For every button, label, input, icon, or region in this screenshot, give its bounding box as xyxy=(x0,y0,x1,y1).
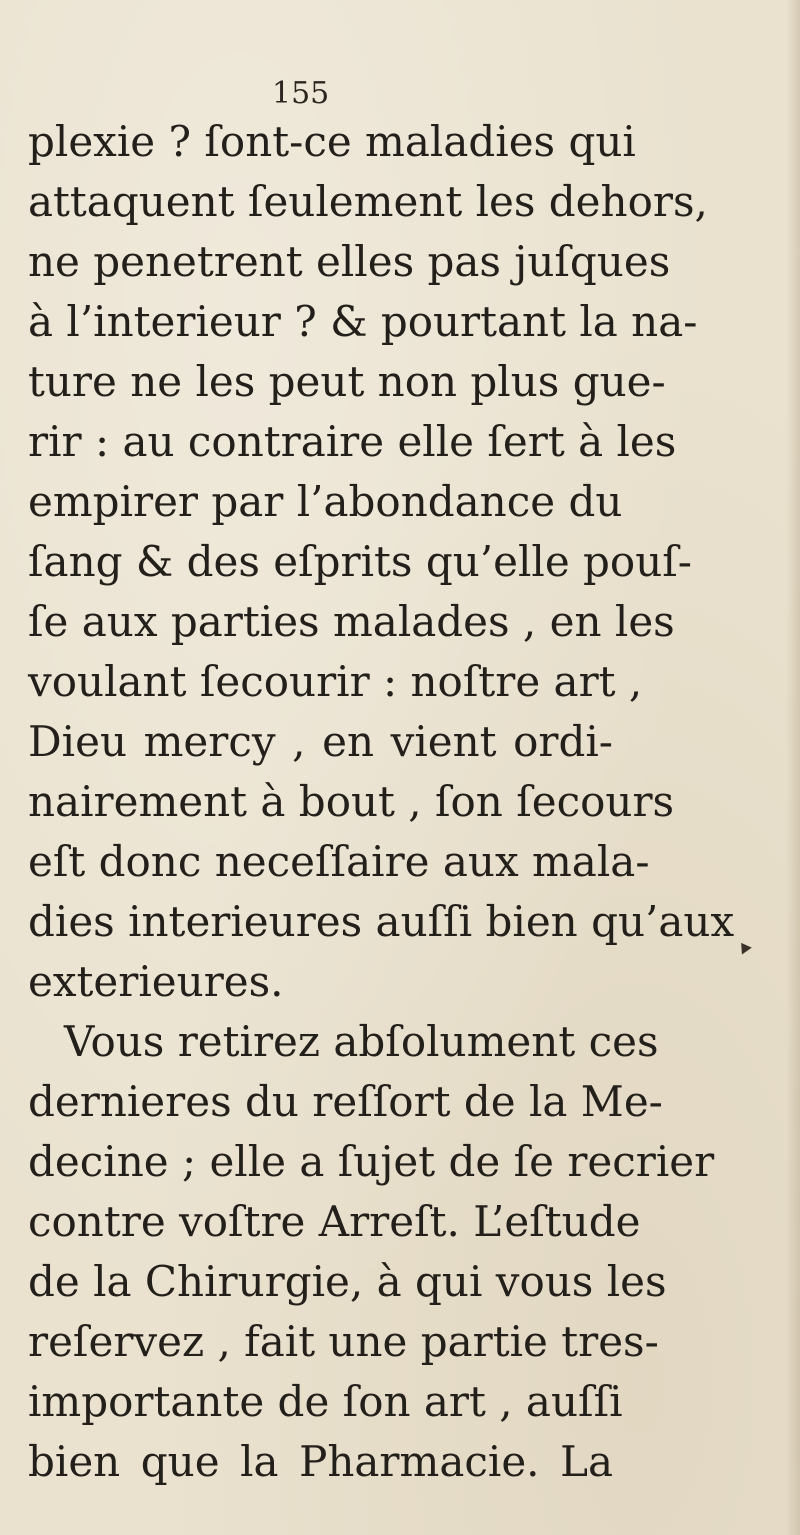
text-line: bien que la Pharmacie. La xyxy=(28,1437,613,1486)
text-line: ture ne les peut non plus gue- xyxy=(28,357,666,406)
text-line: nairement à bout , ſon ſecours xyxy=(28,777,675,826)
text-line: contre voſtre Arreſt. L’eſtude xyxy=(28,1197,641,1246)
text-line: rir : au contraire elle ſert à les xyxy=(28,417,677,466)
text-line: eſt donc neceſſaire aux mala- xyxy=(28,837,650,886)
body-text xyxy=(28,112,735,1492)
text-line: dies interieures auſſi bien qu’aux xyxy=(28,897,735,946)
text-line: ſang & des eſprits qu’elle pouſ- xyxy=(28,537,693,586)
text-line: Dieu mercy , en vient ordi- xyxy=(28,717,613,766)
text-line: voulant ſecourir : noſtre art , xyxy=(28,657,643,706)
page-edge-shadow xyxy=(786,0,800,1535)
text-line: exterieures. xyxy=(28,957,284,1006)
ink-mark xyxy=(736,939,752,954)
text-line: de la Chirurgie, à qui vous les xyxy=(28,1257,667,1306)
text-line: dernieres du reſſort de la Me- xyxy=(28,1077,663,1126)
page-number: 155 xyxy=(272,76,330,111)
text-line: ne penetrent elles pas juſques xyxy=(28,237,671,286)
paragraph-first-line: Vous retirez abſolument ces xyxy=(64,1017,659,1066)
text-line: à l’interieur ? & pourtant la na- xyxy=(28,297,698,346)
text-line: reſervez , fait une partie tres- xyxy=(28,1317,659,1366)
text-line: empirer par l’abondance du xyxy=(28,477,623,526)
text-line: importante de ſon art , auſſi xyxy=(28,1377,623,1426)
text-line: attaquent ſeulement les dehors, xyxy=(28,177,708,226)
text-line: plexie ? ſont-ce maladies qui xyxy=(28,117,636,166)
text-line: decine ; elle a ſujet de ſe recrier xyxy=(28,1137,715,1186)
text-line: ſe aux parties malades , en les xyxy=(28,597,675,646)
